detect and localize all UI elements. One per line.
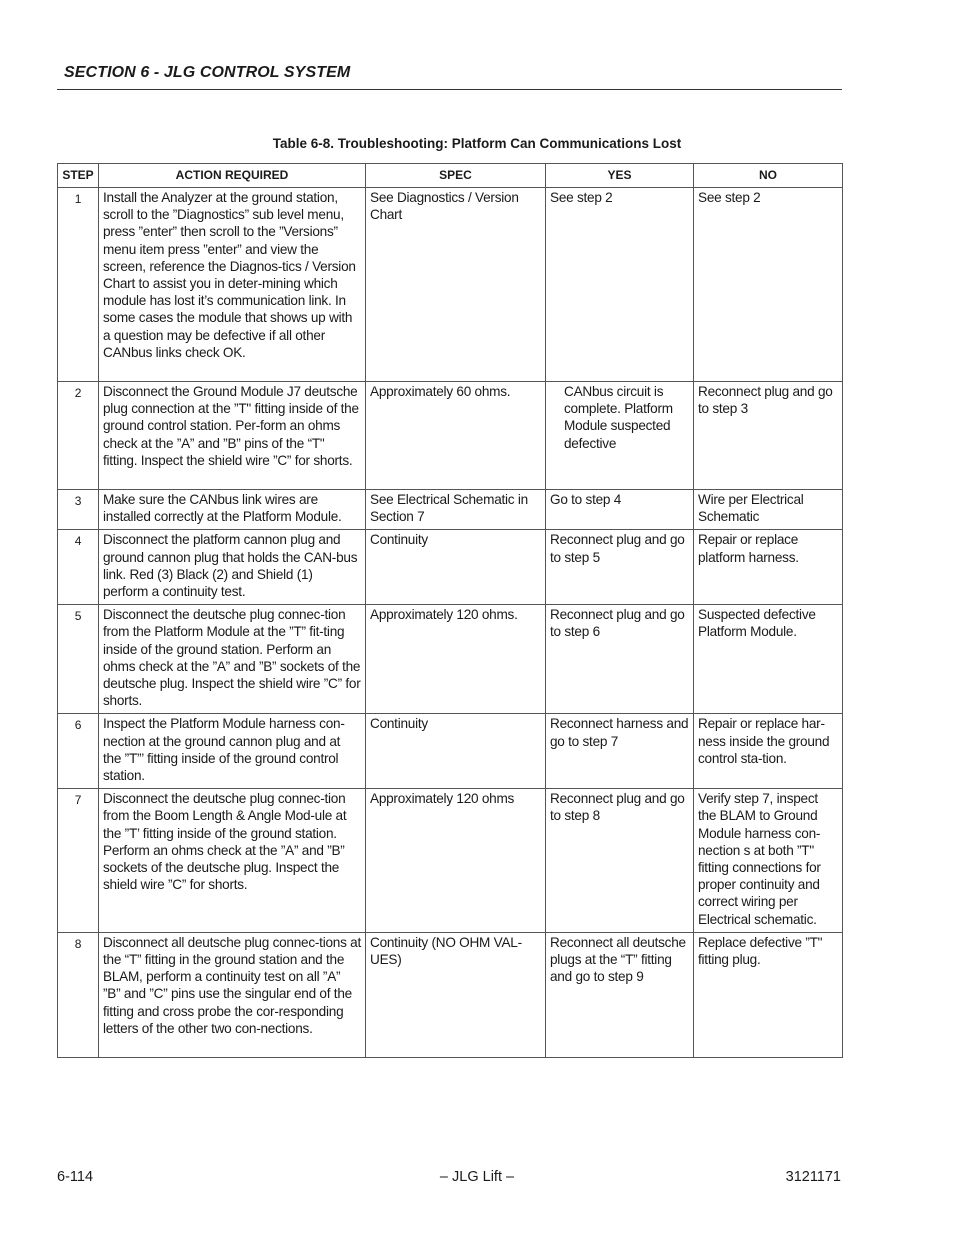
table-header-row: [58, 164, 843, 188]
no-cell: Verify step 7, inspect the BLAM to Ground Module harness con-nection s at both ”T" fitting connections for proper continuity and correct wiring per Electrical schematic.: [694, 789, 843, 933]
no-cell: See step 2: [694, 188, 843, 382]
yes-cell: Reconnect harness and go to step 7: [546, 714, 694, 789]
step-cell: 3: [58, 490, 99, 530]
action-cell: Inspect the Platform Module harness con-nection at the ground cannon plug and at the ”T”’ fitting inside of the ground control station.: [99, 714, 366, 789]
action-cell: Disconnect the platform cannon plug and ground cannon plug that holds the CAN-bus link. Red (3) Black (2) and Shield (1) perform a continuity test.: [99, 530, 366, 605]
no-cell: Repair or replace har-ness inside the ground control sta-tion.: [694, 714, 843, 789]
yes-cell: Reconnect all deutsche plugs at the “T” fitting and go to step 9: [546, 932, 694, 1057]
step-cell: 2: [58, 382, 99, 490]
yes-cell: Reconnect plug and go to step 5: [546, 530, 694, 605]
column-header-step: STEP: [58, 164, 99, 188]
table-row: [58, 605, 843, 714]
no-cell: Replace defective ”T" fitting plug.: [694, 932, 843, 1057]
table-row: [58, 530, 843, 605]
table-row: [58, 188, 843, 382]
table-row: [58, 932, 843, 1057]
spec-cell: See Diagnostics / Version Chart: [366, 188, 546, 382]
step-cell: 1: [58, 188, 99, 382]
no-cell: Suspected defective Platform Module.: [694, 605, 843, 714]
table-title: Table 6-8. Troubleshooting: Platform Can Communications Lost: [272, 136, 682, 151]
yes-cell: See step 2: [546, 188, 694, 382]
step-cell: 8: [58, 932, 99, 1057]
step-cell: 4: [58, 530, 99, 605]
yes-cell: CANbus circuit is complete. Platform Module suspected defective: [546, 382, 694, 490]
spec-cell: Continuity: [366, 530, 546, 605]
yes-cell: Reconnect plug and go to step 6: [546, 605, 694, 714]
step-cell: 7: [58, 789, 99, 933]
spec-cell: Approximately 120 ohms: [366, 789, 546, 933]
table-row: [58, 490, 843, 530]
action-cell: Disconnect the Ground Module J7 deutsche plug connection at the ”T" fitting inside of the ground control station. Per-form an ohms check at the ”A” and ”B” pins of the “T" fitting. Inspect the shield wire ”C” for shorts.: [99, 382, 366, 490]
spec-cell: See Electrical Schematic in Section 7: [366, 490, 546, 530]
action-cell: Install the Analyzer at the ground station, scroll to the ”Diagnostics” sub level menu, press ”enter” then scroll to the ”Versions” menu item press ”enter” and view the screen, reference the Diagnos-tics / Version Chart to assist you in deter-mining which module has lost it’s communication link. In some cases the module that shows up with a question may be defective if all other CANbus links check OK.: [99, 188, 366, 382]
header-rule: [57, 89, 842, 90]
table-row: [58, 714, 843, 789]
table-row: [58, 382, 843, 490]
column-header-spec: SPEC: [366, 164, 546, 188]
troubleshooting-table: [57, 163, 843, 1058]
action-cell: Disconnect all deutsche plug connec-tions at the “T” fitting in the ground station and the BLAM, perform a continuity test on all ”A” ”B” and ”C” pins use the singular end of the fitting and cross probe the cor-responding letters of the other two con-nections.: [99, 932, 366, 1057]
action-cell: Disconnect the deutsche plug connec-tion from the Platform Module at the ”T” fit-ting inside of the ground station. Perform an ohms check at the ”A” and ”B” sockets of the deutsche plug. Inspect the shield wire ”C” for shorts.: [99, 605, 366, 714]
page-number: 6-114: [57, 1169, 94, 1185]
table-row: [58, 789, 843, 933]
yes-cell: Go to step 4: [546, 490, 694, 530]
no-cell: Repair or replace platform harness.: [694, 530, 843, 605]
no-cell: Wire per Electrical Schematic: [694, 490, 843, 530]
document-number: 3121171: [785, 1169, 841, 1185]
no-cell: Reconnect plug and go to step 3: [694, 382, 843, 490]
step-cell: 6: [58, 714, 99, 789]
action-cell: Make sure the CANbus link wires are installed correctly at the Platform Module.: [99, 490, 366, 530]
step-cell: 5: [58, 605, 99, 714]
column-header-action: ACTION REQUIRED: [99, 164, 366, 188]
column-header-no: NO: [694, 164, 843, 188]
spec-cell: Continuity: [366, 714, 546, 789]
footer-brand: – JLG Lift –: [439, 1169, 515, 1185]
yes-cell: Reconnect plug and go to step 8: [546, 789, 694, 933]
spec-cell: Approximately 120 ohms.: [366, 605, 546, 714]
spec-cell: Approximately 60 ohms.: [366, 382, 546, 490]
spec-cell: Continuity (NO OHM VAL-UES): [366, 932, 546, 1057]
column-header-yes: YES: [546, 164, 694, 188]
section-title: SECTION 6 - JLG CONTROL SYSTEM: [64, 64, 351, 81]
action-cell: Disconnect the deutsche plug connec-tion from the Boom Length & Angle Mod-ule at the ”T’ fitting inside of the ground station. Perform an ohms check at the ”A” and ”B” sockets of the deutsche plug. Inspect the shield wire ”C” for shorts.: [99, 789, 366, 933]
